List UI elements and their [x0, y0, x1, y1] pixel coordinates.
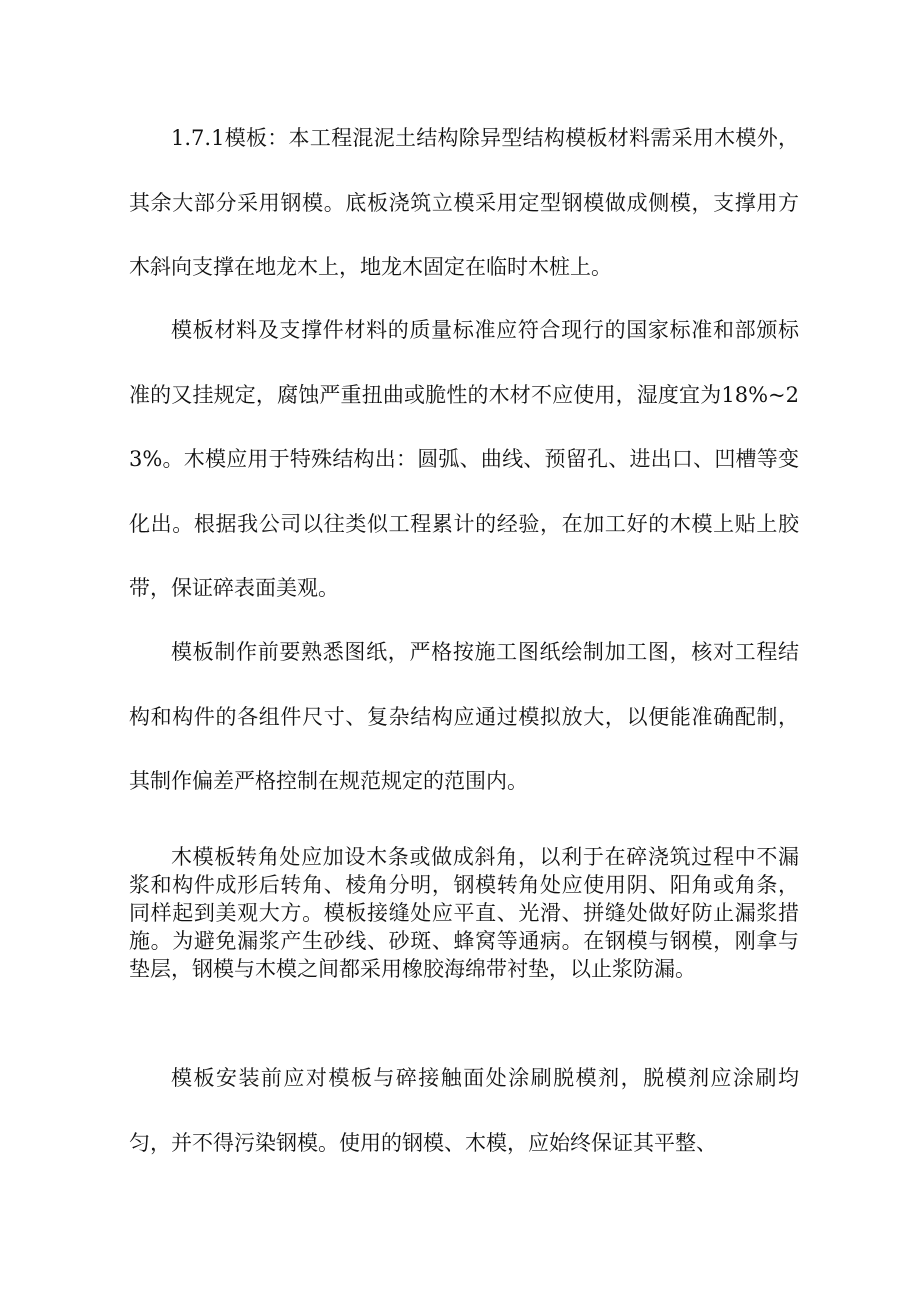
paragraph-material-standards: 模板材料及支撑件材料的质量标准应符合现行的国家标准和部颁标准的又挂规定，腐蚀严重扭曲或脆性的木材不应使用，湿度宜为18%~23%。木模应用于特殊结构出：圆弧、曲线、预留孔、进出口、凹槽等变化出。根据我公司以往类似工程累计的经验，在加工好的木模上贴上胶带，保证碎表面美观。	[129, 318, 799, 600]
paragraph-corners-joints: 木模板转角处应加设木条或做成斜角，以利于在碎浇筑过程中不漏浆和构件成形后转角、棱角分明，钢模转角处应使用阴、阳角或角条，同样起到美观大方。模板接缝处应平直、光滑、拼缝处做好防止漏浆措施。为避免漏浆产生砂线、砂斑、蜂窝等通病。在钢模与钢模，刚拿与垫层，钢模与木模之间都采用橡胶海绵带衬垫，以止浆防漏。	[129, 845, 799, 981]
paragraph-fabrication: 模板制作前要熟悉图纸，严格按施工图纸绘制加工图，核对工程结构和构件的各组件尺寸、复杂结构应通过模拟放大，以便能准确配制，其制作偏差严格控制在规范规定的范围内。	[129, 640, 799, 793]
paragraph-formwork-intro: 1.7.1模板：本工程混泥土结构除异型结构模板材料需采用木模外，其余大部分采用钢模。底板浇筑立模采用定型钢模做成侧模，支撑用方木斜向支撑在地龙木上，地龙木固定在临时木桩上。	[129, 126, 799, 279]
paragraph-release-agent: 模板安装前应对模板与碎接触面处涂刷脱模剂，脱模剂应涂刷均匀，并不得污染钢模。使用的钢模、木模，应始终保证其平整、	[129, 1066, 799, 1155]
